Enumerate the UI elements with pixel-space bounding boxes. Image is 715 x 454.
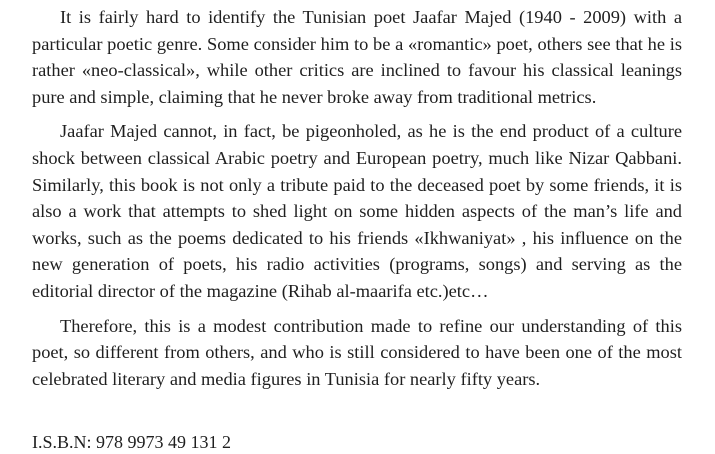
paragraph-conclusion: Therefore, this is a modest contribution made to refine our understanding of this poet, so different from others, and who is still considered to have been one of the most celebrated literary and media figures in Tunisia for nearly fifty years. <box>32 315 682 389</box>
back-cover-text <box>32 4 682 392</box>
paragraph-body: Jaafar Majed cannot, in fact, be pigeonholed, as he is the end product of a culture shock between classical Arabic poetry and European poetry, much like Nizar Qabbani. Similarly, this book is not only a tribute paid to the deceased poet by some friends, it is also a work that attempts to shed light on some hidden aspects of the man’s life and works, such as the poems dedicated to his friends «Ikhwaniyat» , his influence on the new generation of poets, his radio activities (programs, songs) and serving as the editorial director of the magazine (Rihab al-maarifa etc.)etc… <box>32 121 682 301</box>
paragraph-intro: It is fairly hard to identify the Tunisian poet Jaafar Majed (1940 - 2009) with a particular poetic genre. Some consider him to be a «romantic» poet, others see that he is rather «neo-classical», while other critics are inclined to favour his classical leanings pure and simple, claiming that he never broke away from traditional metrics. <box>32 7 682 107</box>
isbn-number: I.S.B.N: 978 9973 49 131 2 <box>32 432 232 452</box>
